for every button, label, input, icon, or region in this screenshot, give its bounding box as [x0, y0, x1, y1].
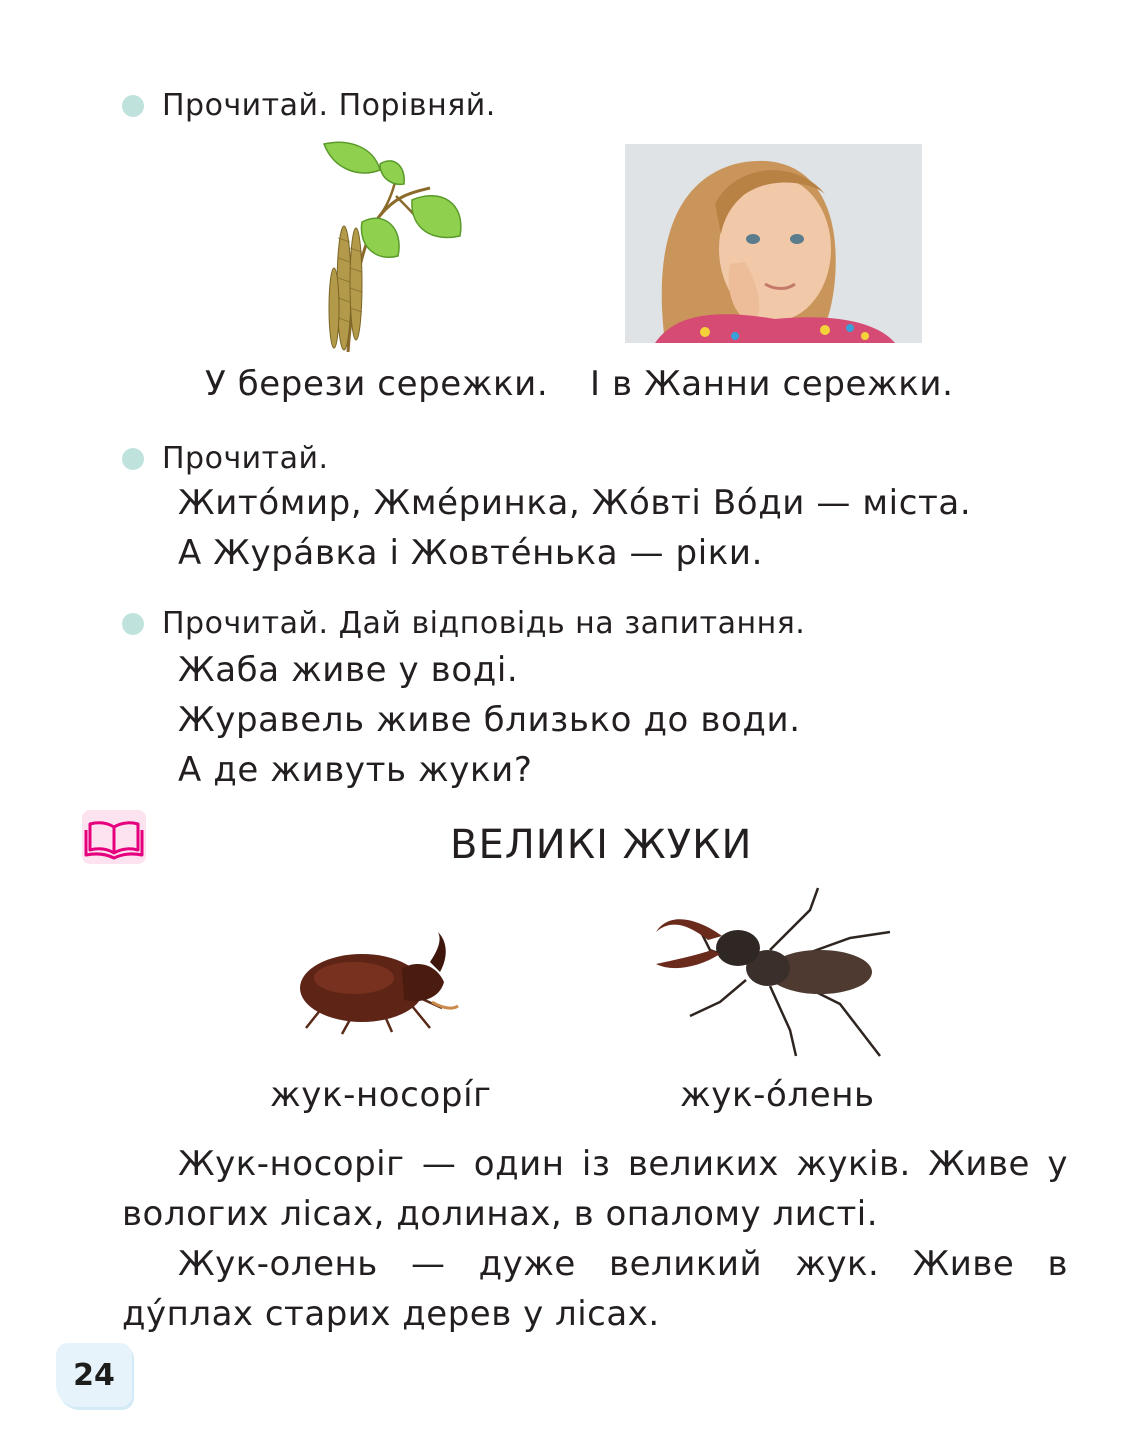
task-1 — [122, 88, 496, 123]
bullet-icon — [122, 448, 144, 470]
page-number: 24 — [73, 1357, 115, 1393]
paragraph-rhino: Жук-носоріг — один із великих жуків. Живе у вологих лісах, долинах, в опалому листі. — [122, 1144, 1068, 1234]
task-3 — [122, 606, 805, 641]
rhino-beetle-label: жук-носорі́г — [270, 1075, 492, 1115]
task-3-instruction: Прочитай. Дай відповідь на запитання. — [162, 606, 806, 641]
rhinoceros-beetle-image — [292, 928, 462, 1038]
question-line-2: Журавель живе близько до води. — [178, 700, 801, 740]
cities-line-2: А Жура́вка і Жовте́нька — ріки. — [178, 533, 764, 573]
bullet-icon — [122, 95, 144, 117]
question-line-3: А де живуть жуки? — [178, 750, 533, 790]
question-line-1: Жаба живе у воді. — [178, 650, 519, 690]
task-2 — [122, 441, 329, 476]
stag-beetle-image — [650, 880, 895, 1058]
paragraph-stag: Жук-олень — дуже великий жук. Живе в ду́плах старих дерев у лісах. — [122, 1244, 1068, 1334]
task-2-instruction: Прочитай. — [162, 441, 329, 476]
stag-beetle-label: жук-о́лень — [680, 1075, 875, 1115]
task-1-instruction: Прочитай. Порівняй. — [162, 88, 496, 123]
open-book-icon — [80, 808, 148, 866]
bullet-icon — [122, 613, 144, 635]
girl-caption: І в Жанни сережки. — [590, 364, 954, 404]
girl-photo — [625, 144, 922, 343]
cities-line-1: Жито́мир, Жме́ринка, Жо́вті Во́ди — міста. — [178, 483, 972, 523]
birch-caption: У берези сережки. — [205, 364, 549, 404]
section-title: ВЕЛИКІ ЖУКИ — [450, 822, 753, 868]
birch-catkins-image — [300, 138, 480, 360]
page-number-badge — [56, 1343, 132, 1407]
